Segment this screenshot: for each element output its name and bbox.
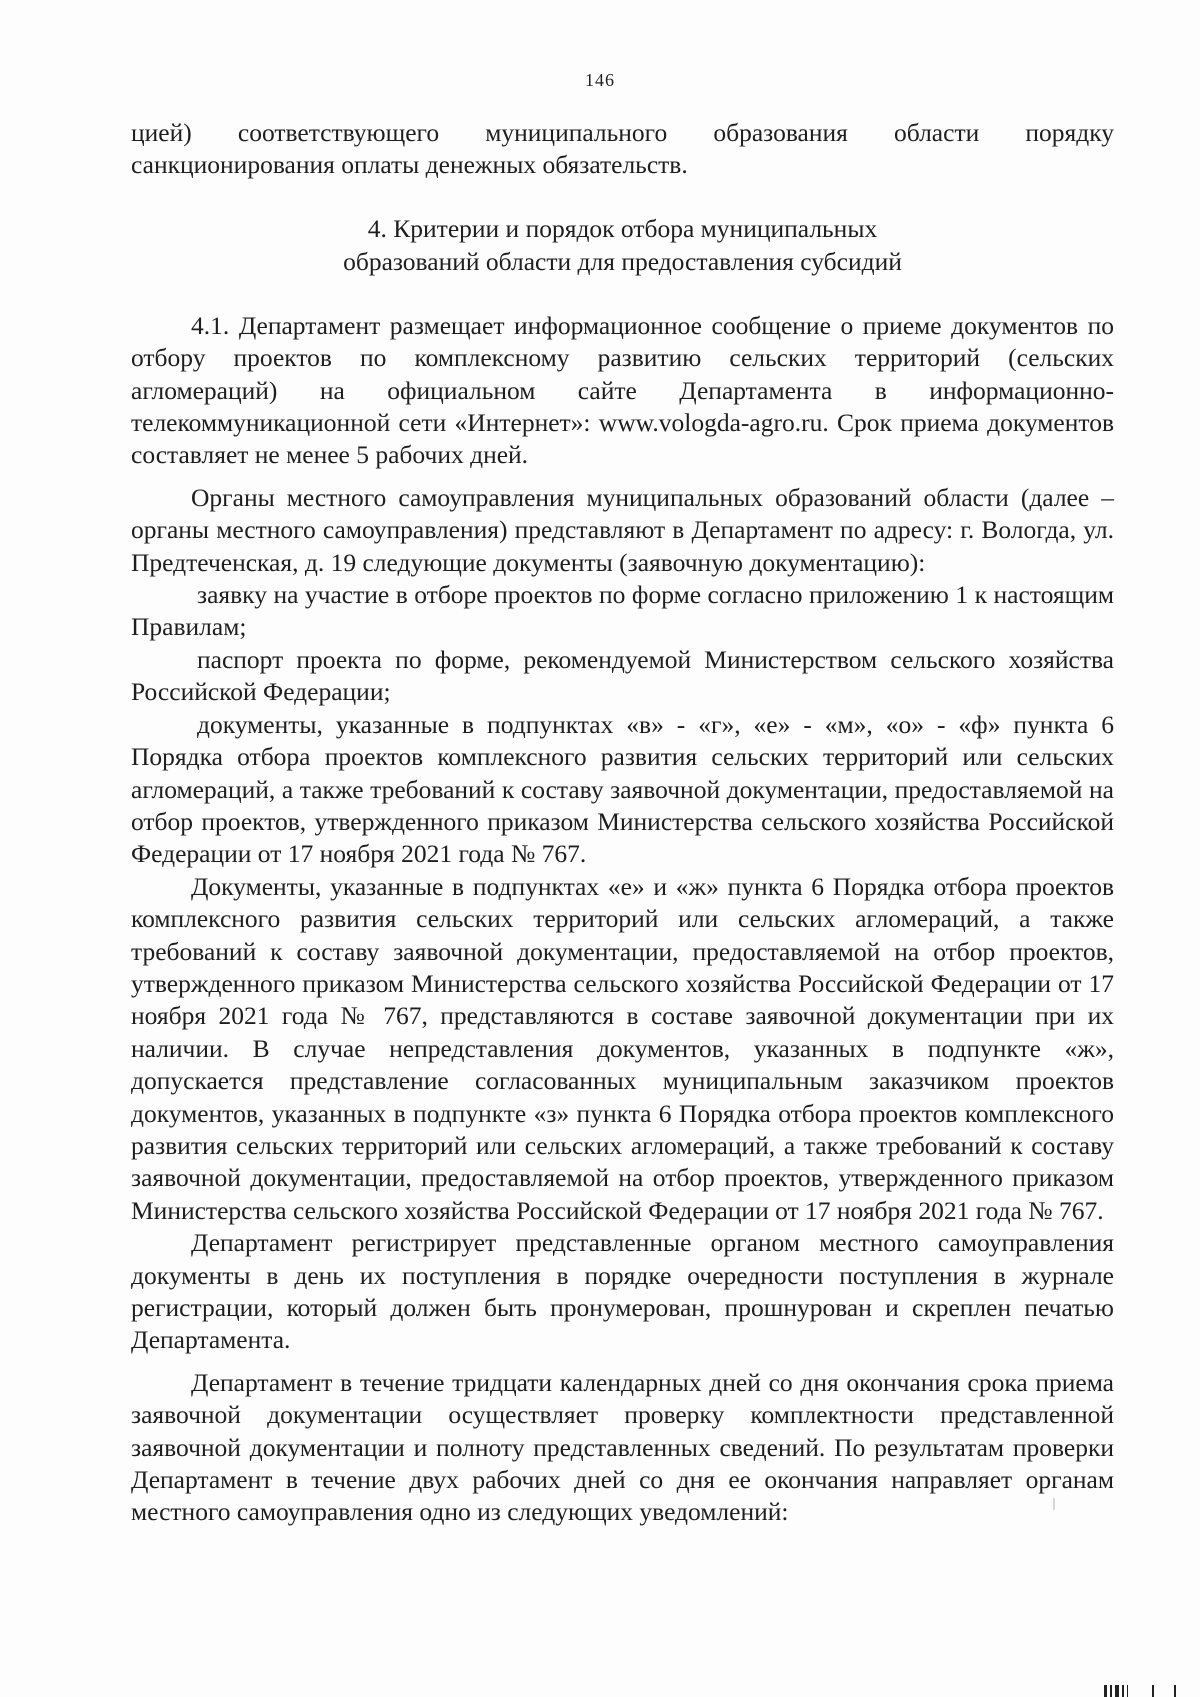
paragraph-registration: Департамент регистрирует представленные органом местного самоуправления документы в день их поступления в порядке очередности поступления в журнале регистрации, который должен быть пронумерован, прошнурован и скреплен печатью Департамента. xyxy=(131,1228,1114,1355)
paragraph-submitters: Органы местного самоуправления муниципальных образований области (далее – органы местного самоуправления) представляют в Департамент по адресу: г. Вологда, ул. Предтеченская, д. 19 следующие документы (заявочную документацию): xyxy=(131,482,1114,577)
paragraph-4-1: 4.1. Департамент размещает информационное сообщение о приеме документов по отбору проектов по комплексному развитию сельских территорий (сельских агломераций) на официальном сайте Департамента в информационно-телекоммуникационной сети «Интернет»: www.vologda-agro.ru. Срок приема документов составляет не менее 5 рабочих дней. xyxy=(131,310,1114,470)
document-body xyxy=(131,117,1114,1529)
section-heading-line-1: 4. Критерии и порядок отбора муниципальных xyxy=(367,213,878,243)
paragraph-documents-e-zh: Документы, указанные в подпунктах «е» и «ж» пункта 6 Порядка отбора проектов комплексного развития сельских территорий или сельских агломераций, а также требований к составу заявочной документации, предоставляемой на отбор проектов, утвержденного приказом Министерства сельского хозяйства Российской Федерации от 17 ноября 2021 года № 767, представляются в составе заявочной документации при их наличии. В случае непредставления документов, указанных в подпункте «ж», допускается представление согласованных муниципальным заказчиком проектов документов, указанных в подпункте «з» пункта 6 Порядка отбора проектов комплексного развития сельских территорий или сельских агломераций, а также требований к составу заявочной документации, предоставляемой на отбор проектов, утвержденного приказом Министерства сельского хозяйства Российской Федерации от 17 ноября 2021 года № 767. xyxy=(131,871,1114,1225)
list-item-passport: паспорт проекта по форме, рекомендуемой Министерством сельского хозяйства Российской Федерации; xyxy=(131,644,1114,707)
paragraph-verification: Департамент в течение тридцати календарных дней со дня окончания срока приема заявочной документации осуществляет проверку комплектности представленной заявочной документации и полноту представленных сведений. По результатам проверки Департамент в течение двух рабочих дней со дня ее окончания направляет органам местного самоуправления одно из следующих уведомлений: xyxy=(131,1367,1114,1527)
list-item-application: заявку на участие в отборе проектов по форме согласно приложению 1 к настоящим Правилам; xyxy=(131,580,1114,642)
barcode-mark xyxy=(1104,1683,1176,1697)
section-heading xyxy=(131,212,1114,278)
list-item-documents: документы, указанные в подпунктах «в» - «г», «е» - «м», «о» - «ф» пункта 6 Порядка отбора проектов комплексного развития сельских территорий или сельских агломераций, а также требований к составу заявочной документации, предоставляемой на отбор проектов, утвержденного приказом Министерства сельского хозяйства Российской Федерации от 17 ноября 2021 года № 767. xyxy=(131,709,1114,869)
continued-paragraph: цией) соответствующего муниципального образования области порядку санкционирования оплаты денежных обязательств. xyxy=(131,118,1114,180)
section-heading-line-2: образований области для предоставления субсидий xyxy=(343,246,902,276)
scan-artifact xyxy=(1053,1498,1055,1510)
page-number: 146 xyxy=(585,70,615,90)
